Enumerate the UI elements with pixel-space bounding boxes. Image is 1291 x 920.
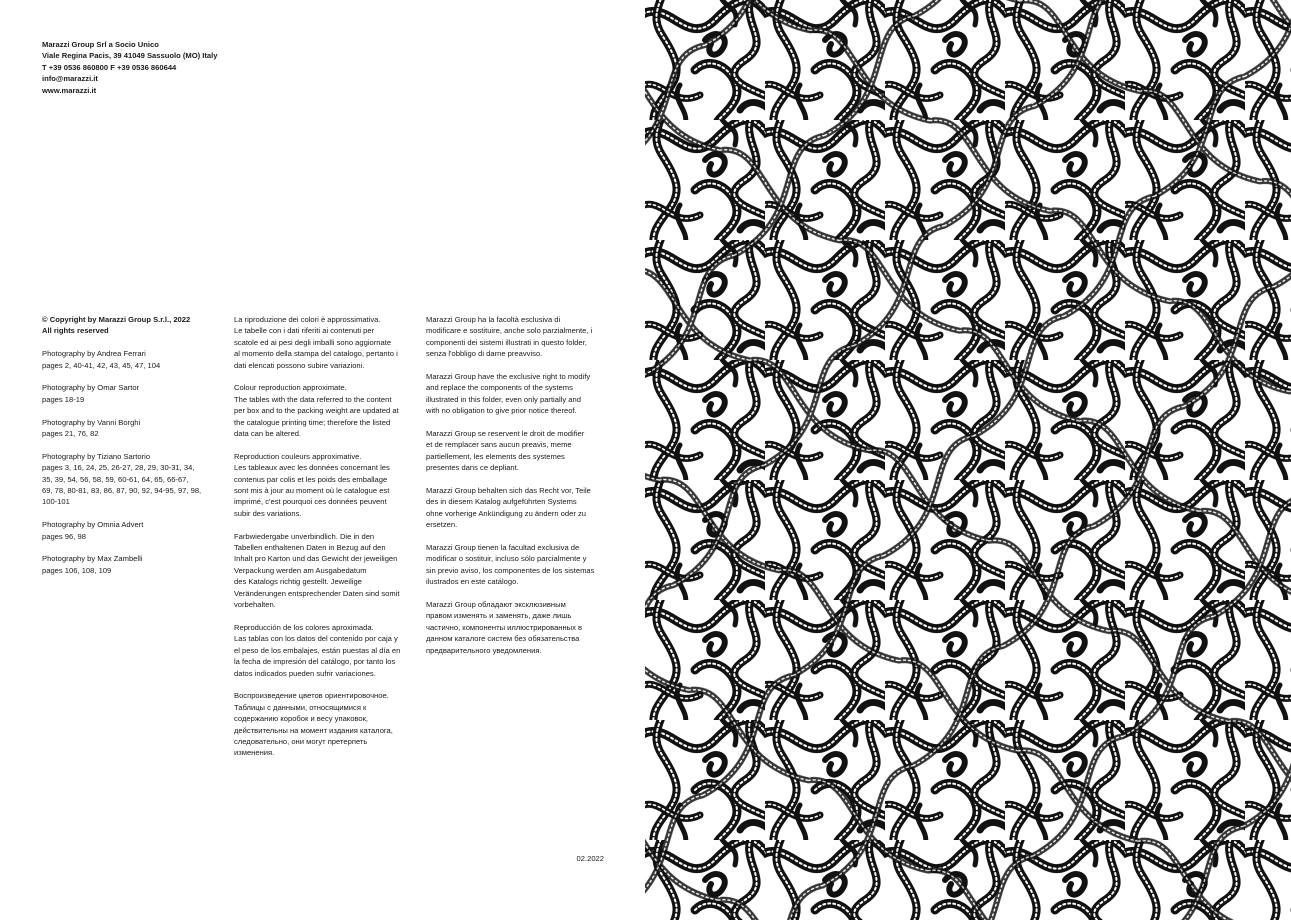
text-line: vorbehalten. [234, 600, 276, 610]
photo-credit [42, 382, 227, 405]
colour-disclaimer-en [234, 382, 419, 439]
text-line: datos indicados pueden sufrir variaciones. [234, 668, 376, 678]
colour-disclaimer-column [234, 314, 419, 770]
text-line: per box and to the packing weight are updated at [234, 406, 399, 416]
text-line: modificar o sostituir, incluso sólo parcialmente y [426, 554, 587, 564]
text-line: subir des variations. [234, 508, 302, 518]
text-line: al momento della stampa del catalogo, pertanto i [234, 349, 398, 359]
text-line: partiellement, les elements des systemes [426, 451, 565, 461]
pattern-layer-secondary [645, 0, 1291, 920]
text-line: правом изменять и заменять, даже лишь [426, 611, 572, 621]
text-line: изменения. [234, 748, 275, 758]
address-email: info@marazzi.it [42, 74, 98, 84]
photographer: Photography by Max Zambelli [42, 554, 143, 564]
text-line: Marazzi Group обладают эксклюзивным [426, 600, 566, 610]
text-line: Verpackung werden am Ausgabedatum [234, 565, 367, 575]
text-line: et de remplacer sans aucun preavis, meme [426, 440, 572, 450]
text-line: Marazzi Group have the exclusive right to modify [426, 372, 591, 382]
text-line: dati elencati possono subire variazioni. [234, 360, 365, 370]
text-line: des Katalogs richtig gestellt. Jeweilige [234, 577, 362, 587]
text-line: la fecha de impresión del catálogo, por tanto los [234, 657, 396, 667]
rights-disclaimer-ru [426, 599, 611, 656]
photographer: Photography by Andrea Ferrari [42, 349, 146, 359]
credit-pages: 69, 78, 80-81, 83, 86, 87, 90, 92, 94-95, 97, 98, [42, 486, 202, 496]
text-line: illustrated in this folder, even only partially and [426, 394, 581, 404]
text-line: presentes dans ce depliant. [426, 463, 519, 473]
rights-reserved-line: All rights reserved [42, 326, 109, 336]
photographer: Photography by Omar Sartor [42, 383, 140, 393]
colour-disclaimer-es [234, 622, 419, 679]
text-line: содержанию коробок и весу упаковок, [234, 714, 369, 724]
text-line: Reproducción de los colores aproximada. [234, 622, 374, 632]
address-website: www.marazzi.it [42, 85, 97, 95]
text-line: La riproduzione dei colori è approssimativa. [234, 315, 381, 324]
text-line: scatole ed ai pesi degli imballi sono aggiornate [234, 337, 392, 347]
text-line: componenti dei sistemi illustrati in questo folder, [426, 337, 587, 347]
photo-credit [42, 451, 227, 508]
text-line: sin previo aviso, los componentes de los sistemas [426, 565, 595, 575]
text-line: imprimé, c'est pourquoi ces données peuvent [234, 497, 387, 507]
address-line: T +39 0536 860800 F +39 0536 860644 [42, 62, 177, 72]
text-line: Tabellen enthaltenen Daten in Bezug auf den [234, 543, 386, 553]
text-line: ohne vorherige Ankündigung zu ändern oder zu [426, 508, 587, 518]
credit-pages: 35, 39, 54, 56, 58, 59, 60-61, 64, 65, 66-67, [42, 474, 189, 484]
text-line: Veränderungen entsprechender Daten sind somit [234, 588, 400, 598]
rights-disclaimer-en [426, 371, 611, 417]
credit-pages: pages 2, 40-41, 42, 43, 45, 47, 104 [42, 360, 161, 370]
rights-disclaimer-column [426, 314, 611, 668]
photographer: Photography by Omnia Advert [42, 520, 144, 530]
address-line: Marazzi Group Srl a Socio Unico [42, 40, 159, 49]
text-line: Таблицы с данными, относящимися к [234, 702, 367, 712]
text-line: ilustrados en este catálogo. [426, 577, 519, 587]
photographer: Photography by Vanni Borghi [42, 417, 141, 427]
text-line: the catalogue printing time; therefore the listed [234, 417, 391, 427]
text-line: следовательно, они могут претерпеть [234, 736, 368, 746]
text-line: ersetzen. [426, 520, 458, 530]
photo-credit [42, 417, 227, 440]
text-line: The tables with the data referred to the content [234, 394, 392, 404]
text-line: Reproduction couleurs approximative. [234, 451, 362, 461]
photo-credit [42, 519, 227, 542]
text-line: data can be altered. [234, 429, 302, 439]
address-line: Viale Regina Pacis, 39 41049 Sassuolo (MO) Italy [42, 51, 218, 61]
credit-pages: pages 18-19 [42, 394, 85, 404]
text-line: данном каталоге систем без обязательства [426, 634, 580, 644]
text-line: Las tablas con los datos del contenido por caja y [234, 634, 398, 644]
text-line: modificare e sostituire, anche solo parzialmente, i [426, 326, 593, 336]
rights-disclaimer-de [426, 485, 611, 531]
copyright-line: © Copyright by Marazzi Group S.r.l., 2022 [42, 315, 191, 324]
text-line: Les tableaux avec les données concernant les [234, 463, 390, 473]
credit-pages: pages 3, 16, 24, 25, 26-27, 28, 29, 30-31, 34, [42, 463, 195, 473]
photographer: Photography by Tiziano Sartorio [42, 451, 151, 461]
rights-disclaimer-fr [426, 428, 611, 474]
text-line: Marazzi Group tienen la facultad exclusiva de [426, 543, 580, 553]
edition-date: 02.2022 [576, 854, 604, 863]
credit-pages: pages 21, 76, 82 [42, 429, 99, 439]
text-line: contenus par colis et les poids des emballage [234, 474, 388, 484]
text-line: Marazzi Group ha la facoltà esclusiva di [426, 315, 561, 324]
colour-disclaimer-fr [234, 451, 419, 519]
left-page [0, 0, 645, 920]
text-line: and replace the components of the systems [426, 383, 573, 393]
text-line: действительны на момент издания каталога, [234, 725, 393, 735]
decorative-pattern-panel [645, 0, 1291, 920]
swirl-pattern-image [645, 0, 1291, 920]
text-line: частично, компоненты иллюстрированных в [426, 622, 583, 632]
colour-disclaimer-ru [234, 690, 419, 758]
text-line: des in diesem Katalog aufgeführten Systems [426, 497, 577, 507]
text-line: Colour reproduction approximate. [234, 383, 347, 393]
text-line: Воспроизведение цветов ориентировочное. [234, 691, 389, 701]
photo-credit [42, 348, 227, 371]
colour-disclaimer-it [234, 314, 419, 371]
company-address [42, 39, 217, 96]
photo-credit [42, 553, 227, 576]
credit-pages: pages 96, 98 [42, 531, 86, 541]
text-line: sont mis à jour au moment où le catalogue est [234, 486, 390, 496]
text-line: Marazzi Group se reservent le droit de modifier [426, 429, 585, 439]
credit-pages: 100-101 [42, 497, 70, 507]
rights-disclaimer-es [426, 542, 611, 588]
text-line: senza l'obbligo di darne preavviso. [426, 349, 543, 359]
credit-pages: pages 106, 108, 109 [42, 565, 112, 575]
text-line: Le tabelle con i dati riferiti ai contenuti per [234, 326, 375, 336]
rights-disclaimer-it [426, 314, 611, 360]
copyright-notice [42, 314, 227, 337]
colour-disclaimer-de [234, 531, 419, 611]
text-line: with no obligation to give prior notice thereof. [426, 406, 577, 416]
text-line: Inhalt pro Karton und das Gewicht der jeweiligen [234, 554, 398, 564]
text-line: el peso de los embalajes, están puestas al día en [234, 645, 401, 655]
credits-column [42, 314, 227, 588]
text-line: Farbwiedergabe unverbindlich. Die in den [234, 531, 375, 541]
text-line: предварительного уведомления. [426, 645, 542, 655]
text-line: Marazzi Group behalten sich das Recht vor, Teile [426, 486, 591, 496]
